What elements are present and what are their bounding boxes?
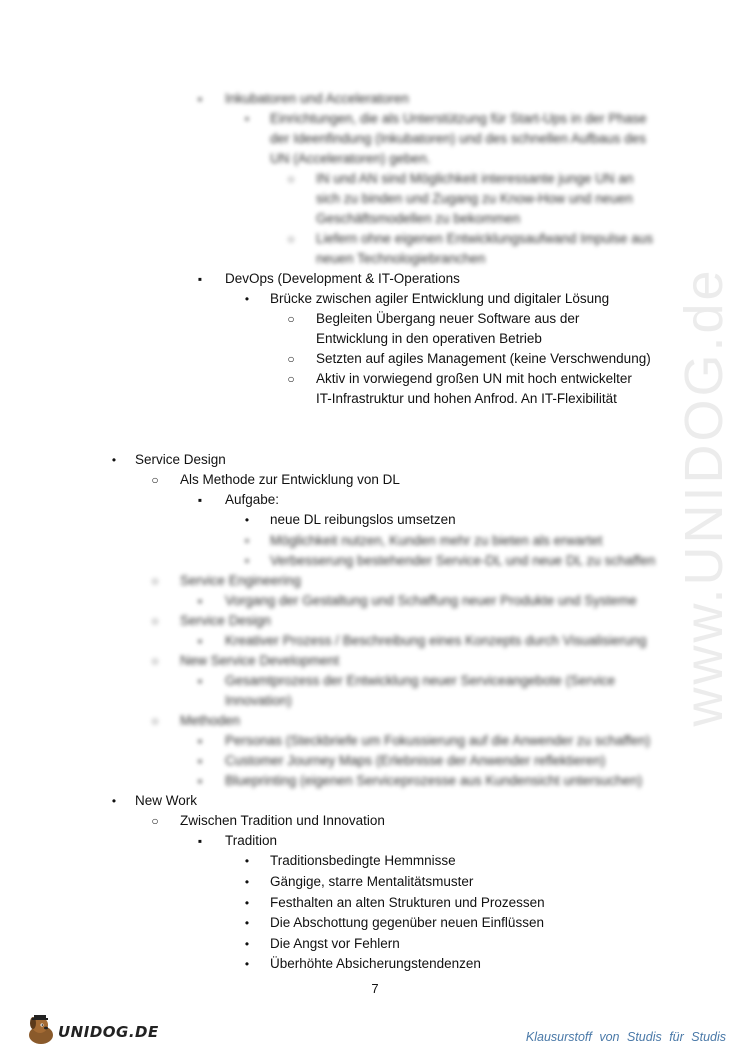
- outline-item-text: UN (Acceleratoren) geben.: [270, 151, 431, 166]
- bullet-icon: •: [244, 854, 250, 868]
- outline-item-text: New Service Development: [180, 653, 340, 668]
- bullet-icon: •: [244, 937, 250, 951]
- bullet-icon: •: [244, 554, 250, 568]
- bullet-icon: •: [244, 875, 250, 889]
- outline-item-text: Customer Journey Maps (Erlebnisse der Anwender reflektieren): [225, 753, 606, 768]
- dog-mascot-icon: [24, 1013, 60, 1049]
- bullet-icon: ○: [151, 473, 159, 487]
- outline-item-text: Service Design: [180, 613, 271, 628]
- outline-item-text: New Work: [135, 793, 198, 808]
- outline-item-text: Die Angst vor Fehlern: [270, 936, 400, 951]
- outline-item-text: sich zu binden und Zugang zu Know-How und neuen: [316, 191, 633, 206]
- outline-item-text: Tradition: [225, 833, 278, 848]
- outline-item-text: Überhöhte Absicherungstendenzen: [270, 956, 481, 971]
- bullet-icon: ▪: [197, 834, 203, 848]
- bullet-icon: ▪: [197, 594, 203, 608]
- bullet-icon: ○: [287, 372, 295, 386]
- unidog-logo: [24, 1013, 159, 1049]
- bullet-icon: ▪: [197, 674, 203, 688]
- bullet-icon: ▪: [197, 92, 203, 106]
- outline-item-text: Setzten auf agiles Management (keine Verschwendung): [316, 351, 651, 366]
- footer-slogan: Klausurstoff von Studis für Studis: [525, 1030, 726, 1044]
- outline-item-text: Als Methode zur Entwicklung von DL: [180, 472, 400, 487]
- bullet-icon: ▪: [197, 734, 203, 748]
- outline-item-text: Blueprinting (eigenen Serviceprozesse aus Kundensicht untersuchen): [225, 773, 643, 788]
- outline-item-text: Inkubatoren und Acceleratoren: [225, 91, 409, 106]
- outline-item-text: Kreativer Prozess / Beschreibung eines Konzepts durch Visualisierung: [225, 633, 647, 648]
- watermark-text: www.UNIDOG.de: [674, 267, 734, 727]
- bullet-icon: •: [244, 916, 250, 930]
- bullet-icon: ○: [287, 232, 295, 246]
- outline-item-text: Festhalten an alten Strukturen und Prozessen: [270, 895, 545, 910]
- outline-item-text: der Ideenfindung (Inkubatoren) und des schnellen Aufbaus des: [270, 131, 647, 146]
- bullet-icon: •: [244, 534, 250, 548]
- outline-item-text: Vorgang der Gestaltung und Schaffung neuer Produkte und Systeme: [225, 593, 637, 608]
- logo-text: UNIDOG.DE: [58, 1023, 159, 1041]
- bullet-icon: ○: [287, 172, 295, 186]
- outline-item-text: Methoden: [180, 713, 241, 728]
- outline-item-text: Möglichkeit nutzen, Kunden mehr zu bieten als erwartet: [270, 533, 603, 548]
- outline-item-text: Aufgabe:: [225, 492, 280, 507]
- bullet-icon: ▪: [197, 634, 203, 648]
- outline-item-text: Geschäftsmodellen zu bekommen: [316, 211, 521, 226]
- outline-item-text: Entwicklung in den operativen Betrieb: [316, 331, 542, 346]
- outline-item-text: neuen Technologiebranchen: [316, 251, 486, 266]
- outline-item-text: Einrichtungen, die als Unterstützung für Start-Ups in der Phase: [270, 111, 647, 126]
- outline-item-text: Traditionsbedingte Hemmnisse: [270, 853, 456, 868]
- bullet-icon: ▪: [197, 754, 203, 768]
- bullet-icon: •: [111, 453, 117, 467]
- bullet-icon: ▪: [197, 774, 203, 788]
- bullet-icon: ○: [151, 814, 159, 828]
- bullet-icon: ○: [151, 654, 159, 668]
- bullet-icon: ○: [287, 312, 295, 326]
- bullet-icon: •: [244, 957, 250, 971]
- bullet-icon: •: [244, 112, 250, 126]
- bullet-icon: •: [244, 292, 250, 306]
- outline-item-text: Gängige, starre Mentalitätsmuster: [270, 874, 474, 889]
- bullet-icon: ▪: [197, 493, 203, 507]
- outline-item-text: IN und AN sind Möglichkeit interessante junge UN an: [316, 171, 634, 186]
- outline-item-text: Service Engineering: [180, 573, 301, 588]
- outline-item-text: DevOps (Development & IT-Operations: [225, 271, 460, 286]
- outline-item-text: IT-Infrastruktur und hohen Anfrod. An IT-Flexibilität: [316, 391, 617, 406]
- bullet-icon: •: [111, 794, 117, 808]
- outline-item-text: Brücke zwischen agiler Entwicklung und digitaler Lösung: [270, 291, 610, 306]
- outline-item-text: neue DL reibungslos umsetzen: [270, 512, 456, 527]
- outline-item-text: Begleiten Übergang neuer Software aus der: [316, 311, 580, 326]
- outline-item-text: Aktiv in vorwiegend großen UN mit hoch entwickelter: [316, 371, 632, 386]
- bullet-icon: •: [244, 513, 250, 527]
- outline-item-text: Zwischen Tradition und Innovation: [180, 813, 385, 828]
- bullet-icon: ○: [287, 352, 295, 366]
- outline-item-text: Verbesserung bestehender Service-DL und neue DL zu schaffen: [270, 553, 656, 568]
- outline-item-text: Service Design: [135, 452, 226, 467]
- outline-item-text: Liefern ohne eigenen Entwicklungsaufwand Impulse aus: [316, 231, 653, 246]
- outline-item-text: Die Abschottung gegenüber neuen Einflüssen: [270, 915, 544, 930]
- bullet-icon: ▪: [197, 272, 203, 286]
- bullet-icon: ○: [151, 574, 159, 588]
- outline-item-text: Gesamtprozess der Entwicklung neuer Serviceangebote (Service: [225, 673, 616, 688]
- outline-item-text: Personas (Steckbriefe um Fokussierung auf die Anwender zu schaffen): [225, 733, 651, 748]
- watermark: [664, 262, 744, 732]
- bullet-icon: •: [244, 896, 250, 910]
- outline-item-text: Innovation): [225, 693, 292, 708]
- bullet-icon: ○: [151, 714, 159, 728]
- bullet-icon: ○: [151, 614, 159, 628]
- page-number: 7: [371, 981, 379, 996]
